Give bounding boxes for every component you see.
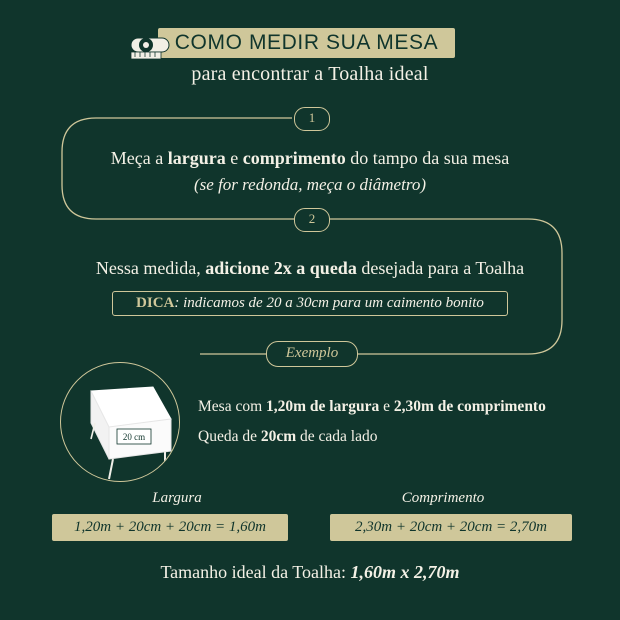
final-value: 1,60m x 2,70m xyxy=(350,562,460,582)
example-line-2 xyxy=(198,428,377,446)
step-1-text-mid: e xyxy=(225,148,243,168)
tablecloth-drawing xyxy=(61,363,179,481)
step-1-bold-comprimento: comprimento xyxy=(242,148,346,168)
calc-box-largura: 1,20m + 20cm + 20cm = 1,60m xyxy=(52,514,288,541)
step-1-line-2: (se for redonda, meça o diâmetro) xyxy=(194,175,426,194)
step-2-text-post: desejada para a Toalha xyxy=(356,258,525,278)
tablecloth-illustration xyxy=(60,362,180,482)
step-2-bold-queda: adicione 2x a queda xyxy=(205,258,357,278)
step-2-text-pre: Nessa medida, xyxy=(95,258,206,278)
example-bold-comprimento: 2,30m de comprimento xyxy=(393,398,546,415)
tip-label: DICA xyxy=(136,295,175,311)
step-2-badge: 2 xyxy=(294,208,330,232)
step-1-text-post: do tampo da sua mesa xyxy=(345,148,510,168)
example-bold-largura: 1,20m de largura xyxy=(266,398,380,415)
page-subtitle: para encontrar a Toalha ideal xyxy=(191,63,429,85)
page-title: COMO MEDIR SUA MESA xyxy=(174,31,439,54)
step-1-line-1 xyxy=(0,148,620,169)
svg-text:20 cm: 20 cm xyxy=(122,432,146,442)
tip-text: : indicamos de 20 a 30cm para um caimento bonito xyxy=(174,295,484,311)
example-text-pre: Mesa com xyxy=(198,398,267,415)
calc-label-comprimento: Comprimento xyxy=(401,490,485,506)
calc-box-comprimento: 2,30m + 20cm + 20cm = 2,70m xyxy=(330,514,572,541)
example-line-1 xyxy=(198,398,546,416)
example-text-queda-pre: Queda de xyxy=(198,428,261,445)
step-1-badge: 1 xyxy=(294,107,330,131)
step-1-bold-largura: largura xyxy=(167,148,226,168)
calc-label-largura: Largura xyxy=(152,490,202,506)
example-text-queda-post: de cada lado xyxy=(296,428,378,445)
example-bold-20cm: 20cm xyxy=(260,428,297,445)
step-1-text-pre: Meça a xyxy=(110,148,168,168)
example-badge: Exemplo xyxy=(266,341,358,367)
step-2-line-1 xyxy=(0,258,620,279)
final-prefix: Tamanho ideal da Toalha: xyxy=(160,562,351,582)
final-result xyxy=(0,562,620,583)
example-text-mid: e xyxy=(379,398,394,415)
measuring-tape-icon xyxy=(128,34,172,66)
tip-box xyxy=(112,291,508,316)
